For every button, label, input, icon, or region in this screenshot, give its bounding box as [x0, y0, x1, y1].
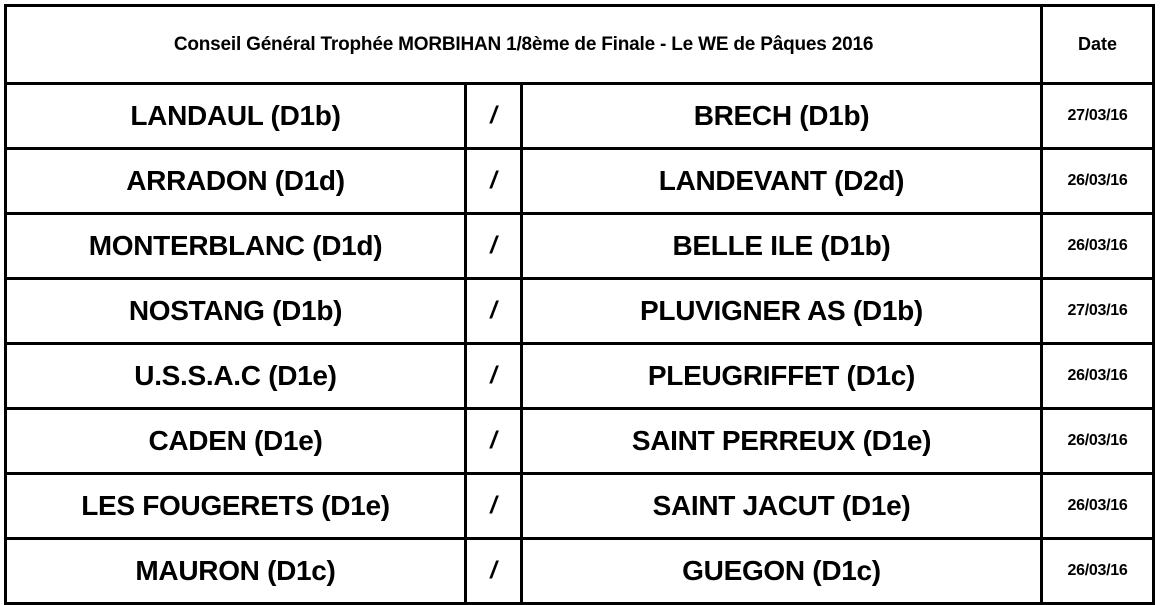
- table-row: [6, 539, 1154, 604]
- match-date: 26/03/16: [1042, 474, 1154, 539]
- table-row: [6, 149, 1154, 214]
- match-date: 26/03/16: [1042, 214, 1154, 279]
- away-team: LANDEVANT (D2d): [522, 149, 1042, 214]
- versus-separator: /: [466, 409, 522, 474]
- home-team: ARRADON (D1d): [6, 149, 466, 214]
- versus-separator: /: [466, 214, 522, 279]
- versus-separator: /: [466, 344, 522, 409]
- away-team: BRECH (D1b): [522, 84, 1042, 149]
- versus-separator: /: [466, 474, 522, 539]
- match-date: 26/03/16: [1042, 539, 1154, 604]
- table-row: [6, 279, 1154, 344]
- date-column-header: Date: [1042, 6, 1154, 84]
- home-team: LES FOUGERETS (D1e): [6, 474, 466, 539]
- away-team: PLUVIGNER AS (D1b): [522, 279, 1042, 344]
- home-team: U.S.S.A.C (D1e): [6, 344, 466, 409]
- fixtures-table-body: [6, 6, 1154, 604]
- table-row: [6, 214, 1154, 279]
- home-team: CADEN (D1e): [6, 409, 466, 474]
- table-row: [6, 84, 1154, 149]
- match-date: 27/03/16: [1042, 279, 1154, 344]
- table-row: [6, 344, 1154, 409]
- away-team: SAINT JACUT (D1e): [522, 474, 1042, 539]
- match-date: 26/03/16: [1042, 409, 1154, 474]
- home-team: NOSTANG (D1b): [6, 279, 466, 344]
- away-team: GUEGON (D1c): [522, 539, 1042, 604]
- versus-separator: /: [466, 539, 522, 604]
- match-date: 26/03/16: [1042, 149, 1154, 214]
- away-team: SAINT PERREUX (D1e): [522, 409, 1042, 474]
- table-row: [6, 409, 1154, 474]
- home-team: LANDAUL (D1b): [6, 84, 466, 149]
- versus-separator: /: [466, 279, 522, 344]
- away-team: BELLE ILE (D1b): [522, 214, 1042, 279]
- page-title: Conseil Général Trophée MORBIHAN 1/8ème de Finale - Le WE de Pâques 2016: [6, 6, 1042, 84]
- fixtures-table: [4, 4, 1155, 605]
- versus-separator: /: [466, 84, 522, 149]
- away-team: PLEUGRIFFET (D1c): [522, 344, 1042, 409]
- match-date: 27/03/16: [1042, 84, 1154, 149]
- table-header-row: [6, 6, 1154, 84]
- table-row: [6, 474, 1154, 539]
- versus-separator: /: [466, 149, 522, 214]
- match-date: 26/03/16: [1042, 344, 1154, 409]
- home-team: MONTERBLANC (D1d): [6, 214, 466, 279]
- home-team: MAURON (D1c): [6, 539, 466, 604]
